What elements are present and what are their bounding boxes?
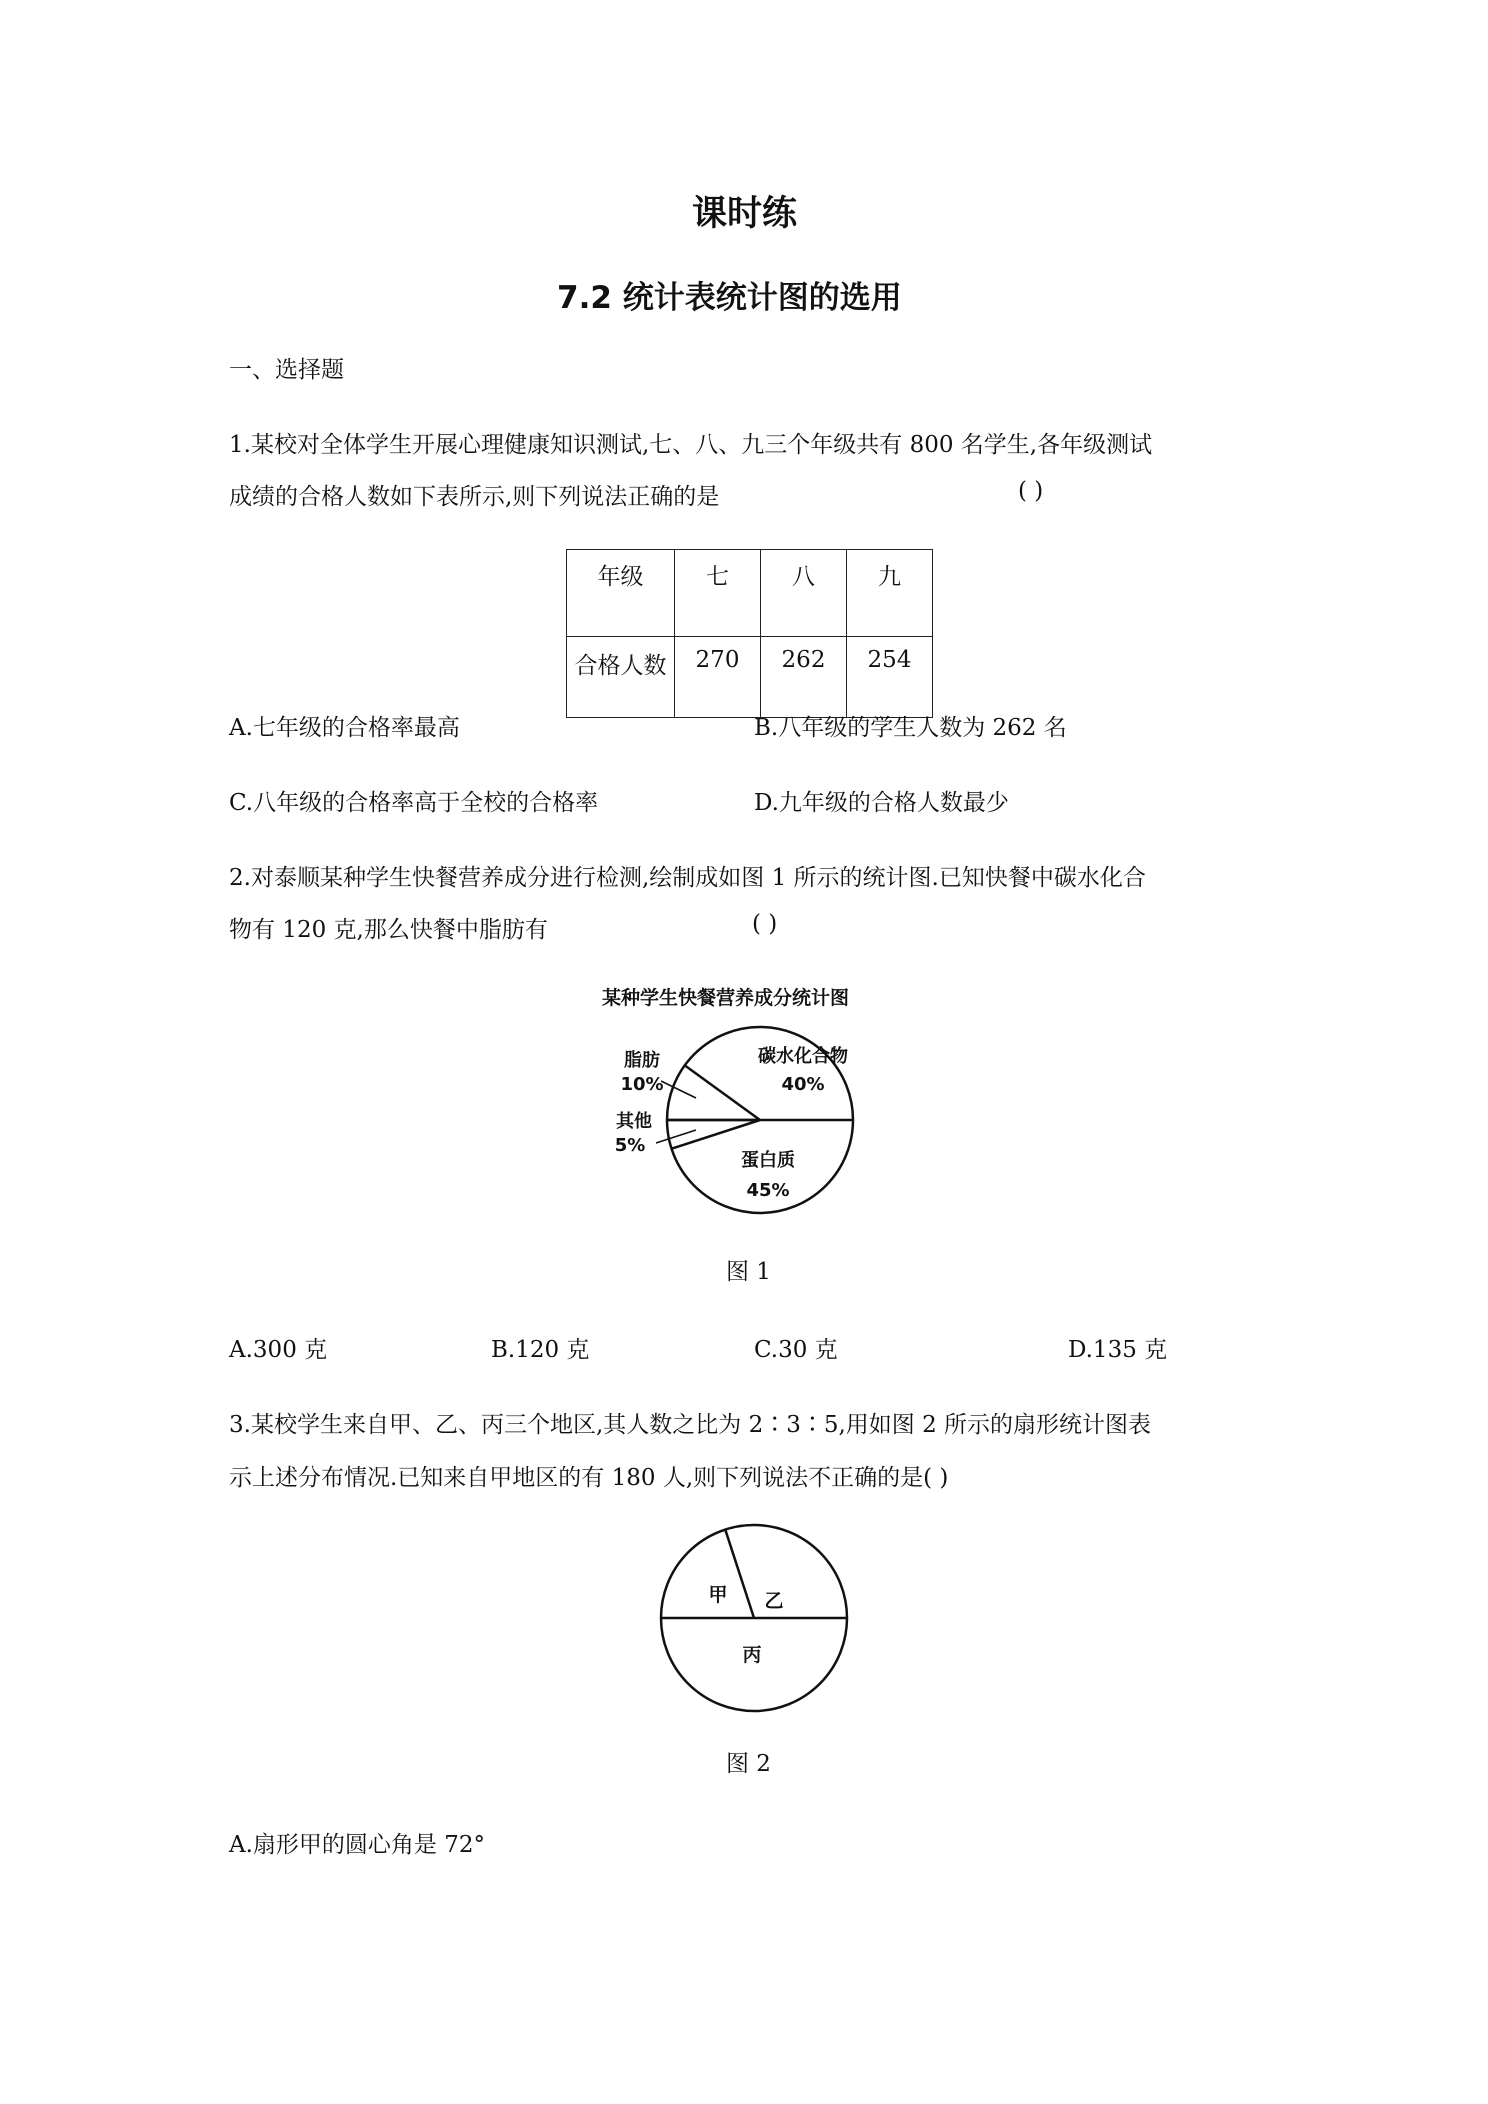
figure-caption-1: 图 1 bbox=[726, 1259, 771, 1285]
slice-label-carbs: 碳水化合物 bbox=[758, 1046, 848, 1067]
page-title: 课时练 bbox=[692, 194, 798, 234]
q2-text-line1: 2.对泰顺某种学生快餐营养成分进行检测,绘制成如图 1 所示的统计图.已知快餐中碳水化合 bbox=[229, 865, 1146, 891]
table-cell: 262 bbox=[761, 637, 847, 718]
slice-label-other: 其他 bbox=[616, 1111, 652, 1132]
slice-value-fat: 10% bbox=[620, 1074, 664, 1095]
slice-value-other: 5% bbox=[614, 1135, 646, 1156]
slice-label-fat: 脂肪 bbox=[624, 1050, 660, 1071]
q3-text-line2: 示上述分布情况.已知来自甲地区的有 180 人,则下列说法不正确的是( ) bbox=[229, 1465, 949, 1491]
figure-caption-2: 图 2 bbox=[726, 1751, 771, 1777]
slice-value-protein: 45% bbox=[746, 1180, 790, 1201]
slice-label-protein: 蛋白质 bbox=[741, 1150, 795, 1171]
table-cell: 八 bbox=[761, 550, 847, 637]
q2-option-b: B.120 克 bbox=[491, 1337, 590, 1363]
q2-option-d: D.135 克 bbox=[1068, 1337, 1168, 1363]
q1-option-b: B.八年级的学生人数为 262 名 bbox=[754, 715, 1067, 741]
slice-label-yi: 乙 bbox=[764, 1590, 784, 1612]
table-cell: 254 bbox=[847, 637, 933, 718]
table-cell: 合格人数 bbox=[567, 637, 675, 718]
q3-text-line1: 3.某校学生来自甲、乙、丙三个地区,其人数之比为 2∶3∶5,用如图 2 所示的扇形统计图表 bbox=[229, 1412, 1152, 1438]
q2-text-line2: 物有 120 克,那么快餐中脂肪有 bbox=[229, 917, 548, 943]
q1-answer-bracket: ( ) bbox=[1018, 478, 1044, 504]
slice-boundary bbox=[725, 1530, 754, 1618]
q1-option-a: A.七年级的合格率最高 bbox=[229, 715, 460, 741]
q2-option-c: C.30 克 bbox=[754, 1337, 838, 1363]
q3-option-a: A.扇形甲的圆心角是 72° bbox=[229, 1832, 485, 1858]
slice-label-jia: 甲 bbox=[708, 1584, 728, 1606]
section-heading: 一、选择题 bbox=[229, 357, 344, 383]
q2-answer-bracket: ( ) bbox=[752, 911, 778, 937]
table-cell: 年级 bbox=[567, 550, 675, 637]
table-cell: 九 bbox=[847, 550, 933, 637]
slice-value-carbs: 40% bbox=[781, 1074, 825, 1095]
chart-title: 某种学生快餐营养成分统计图 bbox=[602, 987, 850, 1009]
slice-label-bing: 丙 bbox=[742, 1644, 762, 1666]
lesson-subtitle: 7.2 统计表统计图的选用 bbox=[557, 280, 902, 316]
q2-option-a: A.300 克 bbox=[229, 1337, 328, 1363]
table-cell: 七 bbox=[675, 550, 761, 637]
table-cell: 270 bbox=[675, 637, 761, 718]
q1-text-line1: 1.某校对全体学生开展心理健康知识测试,七、八、九三个年级共有 800 名学生,各年级测试 bbox=[229, 432, 1153, 458]
q1-text-line2: 成绩的合格人数如下表所示,则下列说法正确的是 bbox=[229, 484, 720, 510]
q1-option-d: D.九年级的合格人数最少 bbox=[754, 790, 1009, 816]
q1-option-c: C.八年级的合格率高于全校的合格率 bbox=[229, 790, 599, 816]
